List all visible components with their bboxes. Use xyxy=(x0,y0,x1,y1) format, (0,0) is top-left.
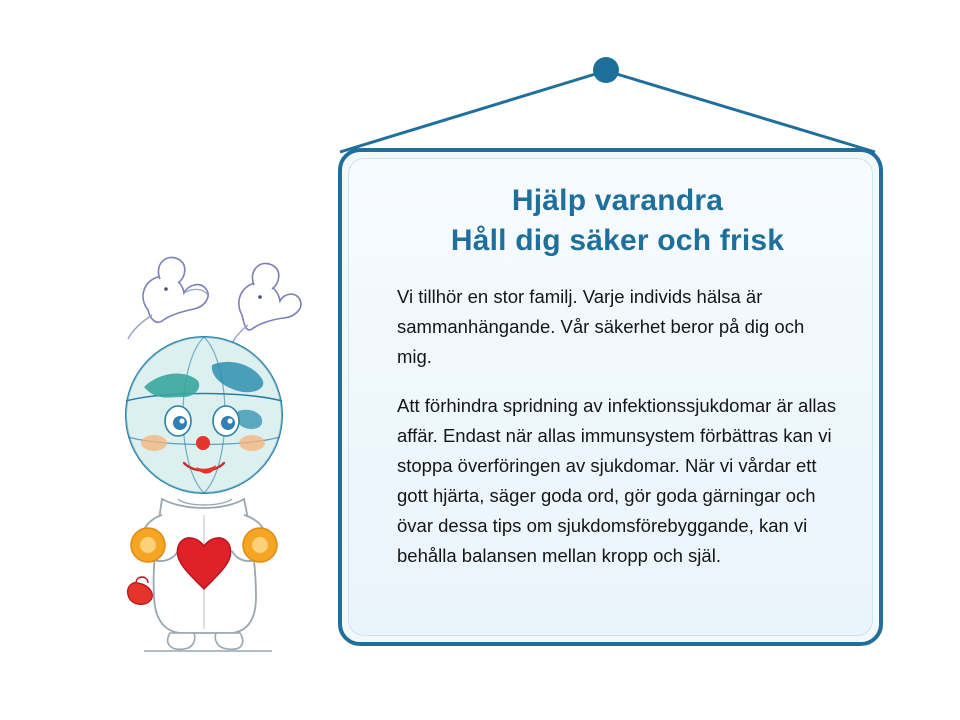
mascot-svg xyxy=(92,215,332,655)
mascot-body xyxy=(128,499,277,651)
sign-title xyxy=(397,181,838,260)
sign-title-line-2: Håll dig säker och frisk xyxy=(450,223,785,257)
mascot-illustration xyxy=(92,215,332,655)
dove-left-icon xyxy=(128,257,208,339)
dove-right-icon xyxy=(230,263,301,349)
sign-body xyxy=(397,282,838,571)
info-sign-inner xyxy=(348,158,873,636)
hanging-nail-icon xyxy=(593,57,619,83)
sign-paragraph-1: Vi tillhör en stor familj. Varje individs hälsa är sammanhängande. Vår säkerhet beror på dig och mig. xyxy=(397,286,805,368)
sign-title-line-1: Hjälp varandra xyxy=(511,184,724,217)
globe-head-icon xyxy=(126,337,282,493)
sign-paragraph-2: Att förhindra spridning av infektionssjukdomar är allas affär. Endast när allas immunsystem förbättras kan vi stoppa överföringen av sjukdomar. När vi vårdar ett gott hjärta, säger goda ord, gör goda gärningar och övar dessa tips om sjukdomsförebyggande, kan vi behålla balansen mellan kropp och själ. xyxy=(397,395,837,566)
nose-icon xyxy=(196,436,210,450)
info-sign-panel xyxy=(338,148,883,646)
